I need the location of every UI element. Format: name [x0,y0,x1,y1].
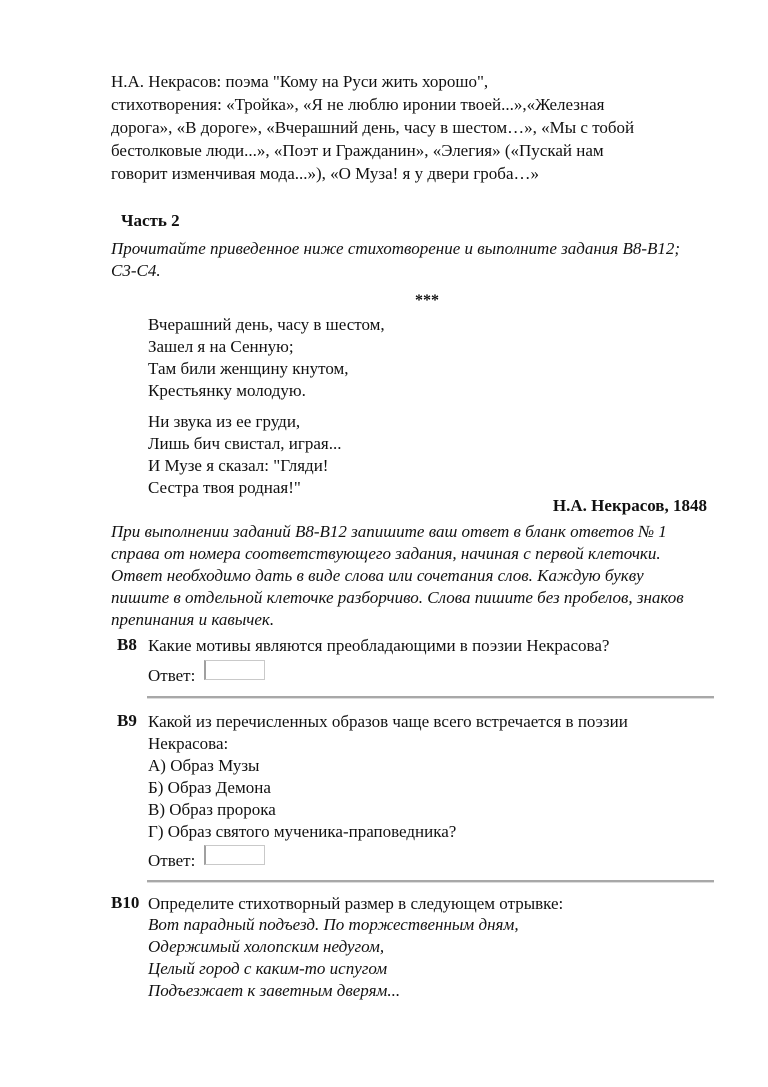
option-item: А) Образ Музы [148,756,260,775]
intro-line: дорога», «В дороге», «Вчерашний день, часу в шестом…», «Мы с тобой [111,118,635,137]
poem-stars: *** [415,292,439,309]
question-line: Определите стихотворный размер в следующем отрывке: [148,894,564,913]
question-number-b8: В8 [117,635,137,654]
intro-paragraph [111,70,711,185]
option-item: Г) Образ святого мученика-праповедника? [148,822,457,841]
poem-line: Лишь бич свистал, играя... [148,434,342,453]
question-number-b9: В9 [117,711,137,730]
poem-line: Ни звука из ее груди, [148,412,301,431]
question-line: Какие мотивы являются преобладающими в поэзии Некрасова? [148,636,610,655]
question-line: Какой из перечисленных образов чаще всего встречается в поэзии [148,712,628,731]
excerpt-line: Вот парадный подъезд. По торжественным дням, [148,915,519,934]
answer-instructions [111,521,721,631]
divider [147,880,714,883]
poem-line: Там били женщину кнутом, [148,359,349,378]
poem-line: Зашел я на Сенную; [148,337,294,356]
note-line: Ответ необходимо дать в виде слова или сочетания слов. Каждую букву [111,566,644,585]
question-text-b8 [148,635,609,657]
divider [147,696,714,699]
poem-signature: Н.А. Некрасов, 1848 [552,496,707,515]
question-text-b9 [148,711,628,755]
excerpt-line: Одержимый холопским недугом, [148,937,385,956]
note-line: При выполнении заданий В8-В12 запишите ваш ответ в бланк ответов № 1 [111,522,667,541]
answer-label-b8: Ответ: [148,666,196,685]
question-number-b10: В10 [111,893,140,912]
poem-stanza-2 [148,411,341,499]
instruction-line: С3-С4. [111,261,161,280]
instruction-line: Прочитайте приведенное ниже стихотворение и выполните задания В8-В12; [111,239,681,258]
intro-line: говорит изменчивая мода...»), «О Муза! я у двери гроба…» [111,164,539,183]
options-b9 [148,755,456,843]
poem-line: Крестьянку молодую. [148,381,306,400]
poem-line: Сестра твоя родная!" [148,478,301,497]
instruction-text [111,238,721,282]
intro-line: Н.А. Некрасов: поэма "Кому на Руси жить хорошо", [111,72,489,91]
answer-field-b9[interactable] [204,845,265,865]
question-text-b10 [148,893,563,915]
note-line: препинания и кавычек. [111,610,275,629]
poem-excerpt-b10 [148,914,519,1002]
answer-field-b8[interactable] [204,660,265,680]
option-item: В) Образ пророка [148,800,276,819]
option-item: Б) Образ Демона [148,778,271,797]
excerpt-line: Подъезжает к заветным дверям... [148,981,401,1000]
intro-line: стихотворения: «Тройка», «Я не люблю иронии твоей...»,«Железная [111,95,605,114]
intro-line: бестолковые люди...», «Поэт и Гражданин», «Элегия» («Пускай нам [111,141,604,160]
note-line: справа от номера соответствующего задания, начиная с первой клеточки. [111,544,661,563]
answer-label-b9: Ответ: [148,851,196,870]
excerpt-line: Целый город с каким-то испугом [148,959,388,978]
part-title: Часть 2 [121,211,180,230]
note-line: пишите в отдельной клеточке разборчиво. Слова пишите без пробелов, знаков [111,588,684,607]
poem-line: И Музе я сказал: "Гляди! [148,456,329,475]
question-line: Некрасова: [148,734,229,753]
poem-stanza-1 [148,314,385,402]
poem-line: Вчерашний день, часу в шестом, [148,315,385,334]
